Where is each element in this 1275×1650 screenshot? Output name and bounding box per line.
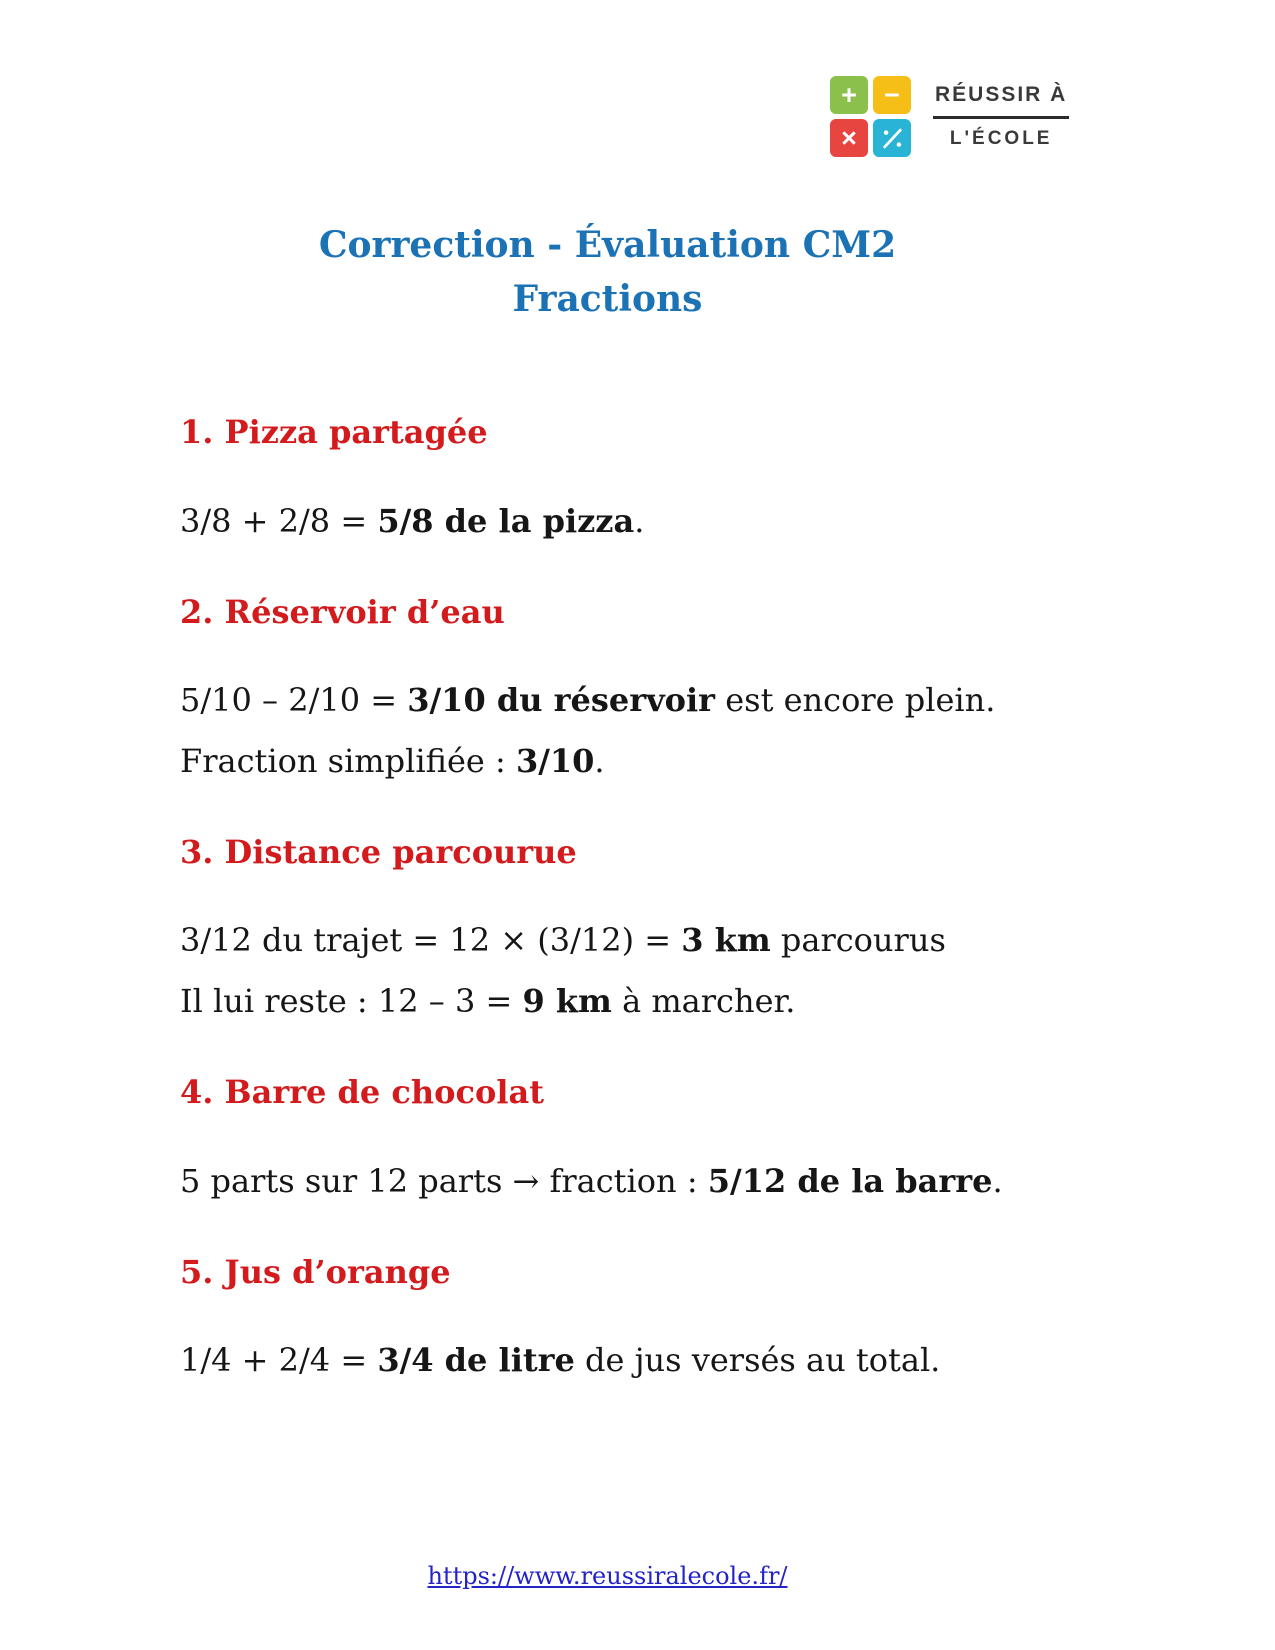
brand-line-1: RÉUSSIR À xyxy=(933,83,1069,119)
page-title xyxy=(180,218,1035,326)
section-pizza xyxy=(180,412,1035,542)
page-footer xyxy=(180,1562,1035,1590)
answer-bold: 5/8 de la pizza xyxy=(377,501,635,540)
brand-logo xyxy=(830,76,1069,157)
answer-post: . xyxy=(594,741,605,780)
answer-pre: 5/10 – 2/10 = xyxy=(180,681,408,720)
answer-pre: Fraction simplifiée : xyxy=(180,741,516,780)
section-reservoir xyxy=(180,592,1035,782)
section-distance xyxy=(180,832,1035,1022)
answer-pre: Il lui reste : 12 – 3 = xyxy=(180,981,523,1020)
answer-post: à marcher. xyxy=(611,981,796,1020)
section-heading: 1. Pizza partagée xyxy=(180,413,488,451)
answer-bold: 3/10 xyxy=(515,741,595,780)
answer-post: est encore plein. xyxy=(715,681,996,720)
minus-icon: − xyxy=(873,76,911,114)
answer-line xyxy=(180,500,1035,542)
answer-pre: 3/12 du trajet = 12 × (3/12) = xyxy=(180,921,682,960)
answer-line xyxy=(180,679,1035,721)
answer-line xyxy=(180,919,1035,961)
page-title-line-2: Fractions xyxy=(512,278,703,320)
answer-pre: 1/4 + 2/4 = xyxy=(180,1341,378,1380)
section-heading: 5. Jus d’orange xyxy=(180,1252,451,1291)
section-heading: 2. Réservoir d’eau xyxy=(180,592,505,631)
section-chocolat xyxy=(180,1072,1035,1202)
page-title-line-1: Correction - Évaluation CM2 xyxy=(318,224,897,266)
section-heading: 3. Distance parcourue xyxy=(180,832,577,871)
brand-line-2: L'ÉCOLE xyxy=(949,128,1053,149)
answer-bold: 5/12 de la barre xyxy=(707,1161,993,1200)
multiply-icon: × xyxy=(830,119,868,157)
divide-icon xyxy=(873,119,911,157)
answer-post: . xyxy=(992,1161,1003,1200)
answer-line xyxy=(180,740,1035,782)
brand-text xyxy=(933,83,1069,150)
logo-tiles xyxy=(830,76,911,157)
answer-pre: 5 parts sur 12 parts → fraction : xyxy=(180,1161,708,1200)
answer-line xyxy=(180,980,1035,1022)
answer-bold: 3/4 de litre xyxy=(377,1341,575,1380)
answer-bold: 3 km xyxy=(681,921,771,960)
plus-icon: + xyxy=(830,76,868,114)
answer-bold: 3/10 du réservoir xyxy=(407,681,716,720)
section-jus xyxy=(180,1252,1035,1382)
footer-link[interactable]: https://www.reussiralecole.fr/ xyxy=(427,1562,788,1590)
answer-post: parcourus xyxy=(770,921,946,960)
answer-bold: 9 km xyxy=(522,981,612,1020)
answer-pre: 3/8 + 2/8 = xyxy=(180,501,378,540)
answer-line xyxy=(180,1339,1035,1381)
answer-post: . xyxy=(634,501,645,540)
section-heading: 4. Barre de chocolat xyxy=(180,1072,545,1111)
answer-post: de jus versés au total. xyxy=(574,1341,941,1380)
answer-line xyxy=(180,1160,1035,1202)
